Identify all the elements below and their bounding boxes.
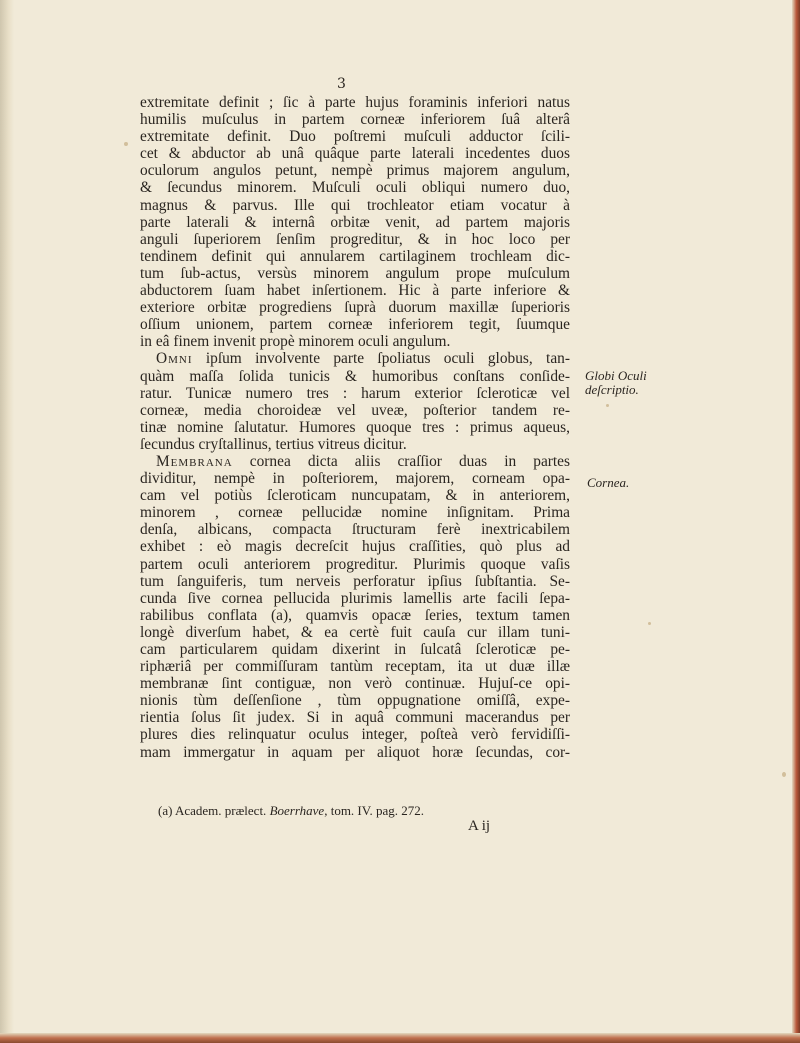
- text-line: [140, 145, 570, 162]
- text-line: [140, 231, 570, 248]
- text-line-content: abductorem ſuam habet inſertionem. Hic à parte inferiore &: [140, 282, 570, 300]
- text-line-content: in eâ finem invenit propè minorem oculi angulum.: [140, 333, 451, 351]
- text-line: [140, 419, 570, 436]
- signature-mark: A ij: [468, 818, 491, 834]
- text-line-content: rabilibus conflata (a), quamvis opacæ ſeries, textum tamen: [140, 606, 570, 624]
- footnote-text-before: Academ. prælect.: [174, 803, 267, 818]
- text-line: [140, 692, 570, 709]
- text-line-content: oculorum angulos petunt, nempè primus majorem angulum,: [140, 162, 570, 180]
- text-line-content: nionis tùm deſſenſione , tùm oppugnatione omiſſâ, expe-: [140, 692, 570, 710]
- text-line-content: ipſum involvente parte ſpoliatus oculi globus, tan-: [205, 350, 570, 368]
- margin-note-globi-line1: Globi Oculi: [585, 368, 647, 383]
- text-line: [140, 128, 570, 145]
- text-line: [140, 573, 570, 590]
- text-line: [140, 590, 570, 607]
- text-line: [140, 675, 570, 692]
- paragraph-lead-word: Membrana: [156, 452, 233, 470]
- text-line-content: rientia ſolus ſit judex. Si in aquâ communi macerandus per: [140, 709, 570, 727]
- text-line-content: plures dies relinquatur oculus integer, poſteà verò fervidiſſi-: [140, 726, 570, 744]
- text-line-content: dividitur, nempè in poſteriorem, majorem, corneam opa-: [140, 470, 570, 488]
- text-line: [140, 368, 570, 385]
- text-line: [140, 214, 570, 231]
- text-line: [140, 658, 570, 675]
- footnote-text-after: , tom. IV. pag. 272.: [324, 803, 424, 818]
- text-line: [140, 316, 570, 333]
- text-line: [140, 556, 570, 573]
- text-line: [140, 94, 570, 111]
- text-line-content: tum ſanguiferis, tum nerveis perforatur ipſius ſubſtantia. Se-: [140, 572, 570, 590]
- text-line-content: & ſecundus minorem. Muſculi oculi obliqui numero duo,: [140, 179, 570, 197]
- text-line: [140, 624, 570, 641]
- page-edge-right: [792, 0, 800, 1043]
- text-line-content: denſa, albicans, compacta ſtructuram ferè inextricabilem: [140, 521, 570, 539]
- text-line: [140, 333, 570, 350]
- text-line: [140, 607, 570, 624]
- text-line: [140, 504, 570, 521]
- text-line: [140, 641, 570, 658]
- text-line: [140, 538, 570, 555]
- text-line: [140, 350, 570, 367]
- text-line: [140, 744, 570, 761]
- text-line-content: corneæ, media choroideæ vel uveæ, poſterior tandem re-: [140, 401, 570, 419]
- text-line-content: oſſium unionem, partem corneæ inferiorem tegit, ſuumque: [140, 316, 570, 334]
- footnote-marker: (a): [158, 803, 173, 818]
- paragraph-lead-word: Omni: [156, 350, 193, 368]
- text-line: [140, 162, 570, 179]
- text-line: [140, 197, 570, 214]
- margin-note-globi: [585, 369, 647, 397]
- text-line-content: ſecundus cryſtallinus, tertius vitreus dicitur.: [140, 435, 407, 453]
- text-line-content: extremitate definit ; ſic à parte hujus foraminis inferiori natus: [140, 94, 570, 111]
- paper-speck: [606, 404, 609, 407]
- text-line-content: partem oculi anteriorem progreditur. Plurimis quoque vaſis: [140, 555, 570, 573]
- page-edge-bottom: [0, 1033, 800, 1043]
- text-line: [140, 179, 570, 196]
- page-spine-shadow: [0, 0, 14, 1043]
- text-line-content: tendinem definit qui annularem cartilaginem trochleam dic-: [140, 247, 570, 265]
- text-line: [140, 436, 570, 453]
- margin-note-globi-line2: deſcriptio.: [585, 382, 639, 397]
- text-line-content: magnus & parvus. Ille qui trochleator etiam vocatur à: [140, 196, 570, 214]
- text-line-content: tinæ nomine ſalutatur. Humores quoque tres : primus aqueus,: [140, 418, 570, 436]
- text-line-content: cam particularem quidam dixerint in ſulcatâ ſcleroticæ pe-: [140, 641, 570, 658]
- text-line: [140, 709, 570, 726]
- text-line-content: riphæriâ per commiſſuram tantùm receptam, ita ut duæ illæ: [140, 658, 570, 676]
- text-line-content: anguli ſuperiorem ſenſim progreditur, & in hoc loco per: [140, 230, 570, 248]
- text-line: [140, 111, 570, 128]
- text-line: [140, 282, 570, 299]
- paper-speck: [782, 772, 786, 777]
- text-line-content: cunda ſive cornea pellucida plurimis lamellis arte facili ſepa-: [140, 589, 570, 607]
- text-line: [140, 470, 570, 487]
- text-line-content: exteriore orbitæ progrediens ſuprà duorum maxillæ ſuperioris: [140, 299, 570, 317]
- text-line-content: exhibet : eò magis decreſcit hujus craſſities, quò plus ad: [140, 538, 570, 556]
- text-line-content: extremitate definit. Duo poſtremi muſculi adductor ſcili-: [140, 128, 570, 146]
- footnote: [158, 803, 424, 819]
- text-line: [140, 453, 570, 470]
- text-line-content: cet & abductor ab unâ quâque parte laterali incedentes duos: [140, 145, 570, 163]
- text-line: [140, 402, 570, 419]
- paper-speck: [124, 142, 128, 146]
- page-number: 3: [337, 76, 346, 92]
- text-line: [140, 265, 570, 282]
- text-line-content: quàm maſſa ſolida tunicis & humoribus conſtans conſide-: [140, 367, 570, 385]
- text-line-content: longè diverſum habet, & ea certè fuit cauſa cur illam tuni-: [140, 623, 570, 641]
- text-line-content: ratur. Tunicæ numero tres : harum exterior ſcleroticæ vel: [140, 384, 570, 402]
- text-line: [140, 385, 570, 402]
- text-line: [140, 248, 570, 265]
- text-line-content: humilis muſculus in partem corneæ inferiorem ſuâ alterâ: [140, 111, 570, 129]
- text-line-content: mam immergatur in aquam per aliquot horæ ſecundas, cor-: [140, 743, 570, 761]
- text-line: [140, 299, 570, 316]
- text-line: [140, 487, 570, 504]
- main-text-block: [140, 94, 570, 761]
- margin-note-cornea: Cornea.: [587, 475, 630, 490]
- text-line-content: cam vel potiùs ſcleroticam nuncupatam, & in anteriorem,: [140, 487, 570, 505]
- text-line: [140, 726, 570, 743]
- text-line-content: minorem , corneæ pellucidæ nomine inſignitam. Prima: [140, 504, 570, 522]
- paper-speck: [648, 622, 651, 625]
- text-line: [140, 521, 570, 538]
- text-line-content: tum ſub-actus, versùs minorem angulum prope muſculum: [140, 264, 570, 282]
- text-line-content: membranæ ſint contiguæ, non verò continuæ. Hujuſ-ce opi-: [140, 675, 570, 693]
- text-line-content: cornea dicta aliis craſſior duas in partes: [249, 452, 570, 470]
- footnote-author: Boerrhave: [269, 803, 325, 818]
- text-line-content: parte laterali & internâ orbitæ venit, ad partem majoris: [140, 213, 570, 231]
